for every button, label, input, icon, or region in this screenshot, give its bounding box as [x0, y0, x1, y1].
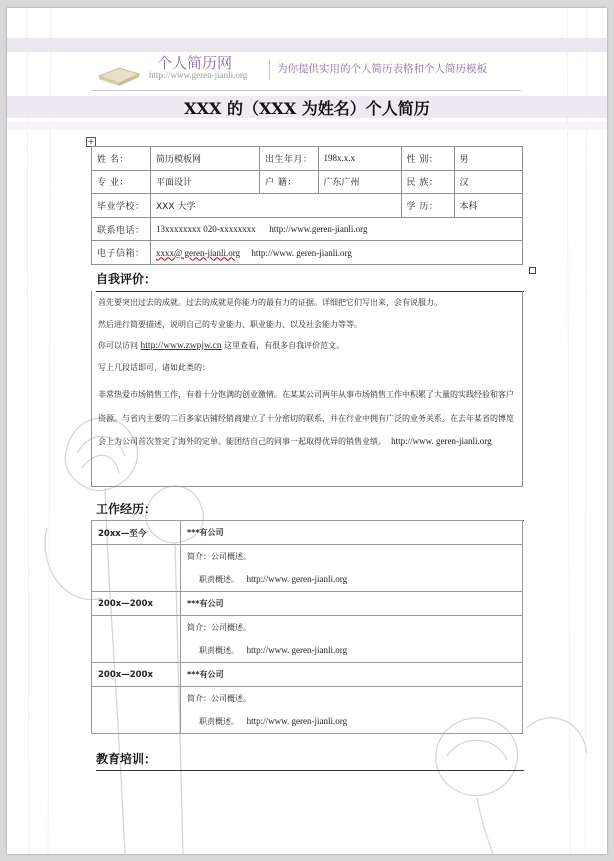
- self-eval-paragraph: 写上几段话即可，诸如此类的：: [98, 362, 210, 372]
- work-period: 200x—200x: [92, 592, 181, 616]
- table-resize-handle[interactable]: [529, 267, 536, 274]
- brand-name: 个人简历网: [157, 54, 233, 72]
- work-company: ***有公司: [181, 663, 523, 687]
- ethnic-label: 民 族：: [401, 170, 454, 194]
- work-url[interactable]: http://www. geren-jianli.org: [246, 573, 348, 584]
- school-value: XXX 大学: [151, 194, 402, 218]
- work-duty-line: [187, 710, 516, 733]
- phone-cell: [151, 217, 523, 241]
- work-heading: 工作经历：: [96, 502, 157, 516]
- major-value: 平面设计: [151, 170, 260, 194]
- name-label: 姓 名：: [92, 147, 151, 171]
- education-rule: [96, 770, 524, 771]
- header-stripe: [7, 122, 607, 130]
- email-value[interactable]: xxxx@ geren-jianli.org: [156, 247, 241, 258]
- gender-label: 性 别：: [401, 147, 454, 171]
- self-eval-paragraph: 然后进行简要描述，说明自己的专业能力、职业能力、以及社会能力等等。: [98, 319, 362, 329]
- work-period: 20xx—至今: [92, 521, 181, 545]
- work-duty: 职责概述。: [199, 716, 239, 726]
- ethnic-value: 汉: [454, 170, 522, 194]
- work-period: 200x—200x: [92, 663, 181, 687]
- self-eval-paragraph: [98, 383, 516, 454]
- work-url[interactable]: http://www. geren-jianli.org: [246, 715, 348, 726]
- education-heading: 教育培训：: [96, 752, 157, 766]
- work-company: ***有公司: [181, 592, 523, 616]
- work-description: [181, 616, 523, 663]
- self-eval-paragraph: 首先要突出过去的成就。过去的成就是你能力的最有力的证据。详细把它们写出来，会有说服力。: [98, 298, 442, 307]
- birth-label: 出生年月：: [260, 147, 319, 171]
- phone-value: 13xxxxxxxx 020-xxxxxxxx: [156, 224, 256, 235]
- work-duty-line: [187, 639, 516, 662]
- book-logo-icon: [95, 58, 143, 86]
- birth-value: 198x.x.x: [318, 147, 401, 171]
- email-label: 电子信箱：: [92, 241, 151, 265]
- email-url[interactable]: http://www. geren-jianli.org: [251, 247, 352, 258]
- self-eval-text: 这里查看，有很多自我评价范文。: [221, 341, 345, 350]
- major-label: 专 业：: [92, 170, 151, 194]
- work-intro: 简介：公司概述。: [187, 551, 251, 561]
- name-value: 简历模板网: [151, 147, 260, 171]
- work-url[interactable]: http://www. geren-jianli.org: [246, 644, 348, 655]
- table-move-handle-icon[interactable]: +: [87, 137, 95, 146]
- work-duty: 职责概述。: [199, 574, 239, 584]
- hometown-value: 广东广州: [318, 170, 401, 194]
- work-description: [181, 687, 523, 734]
- self-eval-text: 非常热爱市场销售工作，有着十分饱满的创业激情。在某某公司两年从事市场销售工作中积累了大量的实践经验和客户资源。与省内主要的二百多家店铺经销商建立了十分密切的联系，并在行业中拥有广泛的业务关系。在去年某省的博览会上为公司首次签定了海外的定单。能团结自己的同事一起取得优异的销售业绩。: [98, 390, 514, 446]
- work-table: [91, 520, 523, 734]
- education-value: 本科: [454, 194, 522, 218]
- work-duty: 职责概述。: [199, 645, 239, 655]
- work-period-blank: [92, 616, 181, 663]
- brand-slogan: 为你提供实用的个人简历表格和个人简历模板: [277, 63, 487, 75]
- phone-label: 联系电话：: [92, 217, 151, 241]
- work-company: ***有公司: [181, 521, 523, 545]
- phone-url[interactable]: http://www.geren-jianli.org: [269, 224, 368, 235]
- work-period-blank: [92, 545, 181, 592]
- self-eval-text: 你可以访问: [98, 341, 141, 350]
- document-page: [7, 8, 607, 854]
- work-duty-line: [187, 568, 516, 591]
- header-stripe: [7, 38, 607, 52]
- education-label: 学 历：: [401, 194, 454, 218]
- page-title: XXX 的（XXX 为姓名）个人简历: [184, 99, 430, 118]
- work-description: [181, 545, 523, 592]
- header-divider: [269, 60, 270, 80]
- self-eval-heading: 自我评价：: [96, 272, 157, 286]
- self-eval-box: [91, 291, 523, 487]
- zwpjw-link[interactable]: http://www.zwpjw.cn: [140, 341, 222, 351]
- personal-info-table: [91, 146, 523, 265]
- school-label: 毕业学校：: [92, 194, 151, 218]
- hometown-label: 户 籍：: [260, 170, 319, 194]
- work-intro: 简介：公司概述。: [187, 622, 251, 632]
- work-period-blank: [92, 687, 181, 734]
- header-rule: [92, 90, 521, 91]
- self-eval-url[interactable]: http://www. geren-jianli.org: [391, 436, 492, 446]
- work-intro: 简介：公司概述。: [187, 693, 251, 703]
- brand-url[interactable]: http://www.geren-jianli.org: [149, 70, 248, 80]
- self-eval-paragraph: [98, 340, 516, 352]
- email-cell: [151, 241, 523, 265]
- gender-value: 男: [454, 147, 522, 171]
